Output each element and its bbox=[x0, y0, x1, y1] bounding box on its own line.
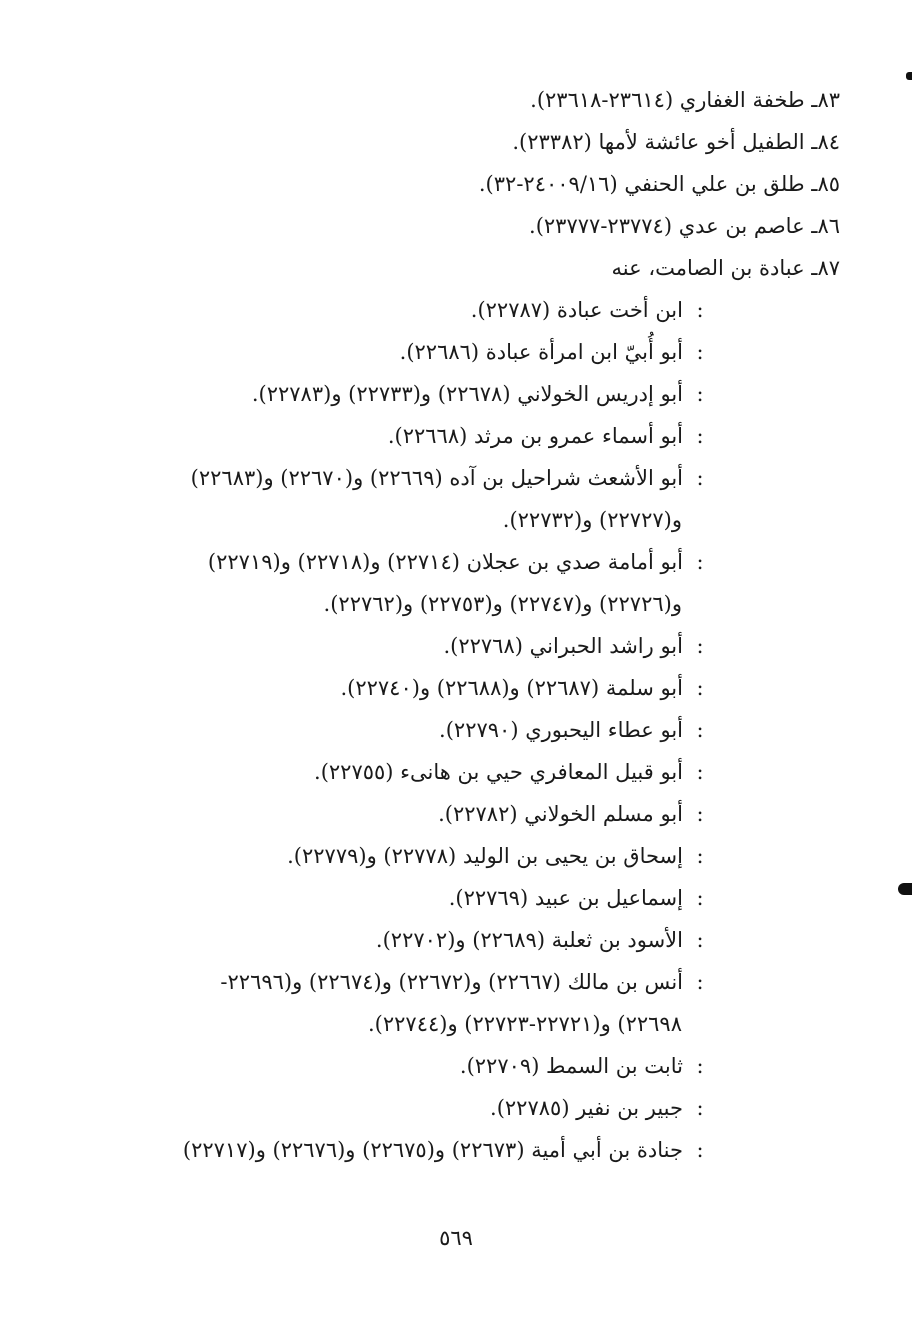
narrator-line: :أبو إدريس الخولاني (٢٢٦٧٨) و(٢٢٧٣٣) و(٢٢٧٨٣). bbox=[251, 382, 704, 406]
narrator-line: :أبو الأشعث شراحيل بن آده (٢٢٦٦٩) و(٢٢٦٧٠) و(٢٢٦٨٣) bbox=[190, 466, 704, 490]
narrator-line: :أبو مسلم الخولاني (٢٢٧٨٢). bbox=[438, 802, 704, 826]
narrator-continuation: ٢٢٦٩٨) و(٢٢٧٢١-٢٢٧٢٣) و(٢٢٧٤٤). bbox=[367, 1012, 682, 1036]
narrator-line: :إسماعيل بن عبيد (٢٢٧٦٩). bbox=[448, 886, 704, 910]
entry-84: ٨٤ـ الطفيل أخو عائشة لأمها (٢٣٣٨٢). bbox=[512, 130, 840, 154]
narrator-line: :إسحاق بن يحيى بن الوليد (٢٢٧٧٨) و(٢٢٧٧٩). bbox=[287, 844, 704, 868]
narrator-line: :جبير بن نفير (٢٢٧٨٥). bbox=[490, 1096, 704, 1120]
narrator-continuation: و(٢٢٧٢٦) و(٢٢٧٤٧) و(٢٢٧٥٣) و(٢٢٧٦٢). bbox=[323, 592, 682, 616]
narrator-line: :الأسود بن ثعلبة (٢٢٦٨٩) و(٢٢٧٠٢). bbox=[375, 928, 704, 952]
narrator-line: :جنادة بن أبي أمية (٢٢٦٧٣) و(٢٢٦٧٥) و(٢٢٦٧٦) و(٢٢٧١٧) bbox=[182, 1138, 704, 1162]
narrator-line: :ثابت بن السمط (٢٢٧٠٩). bbox=[459, 1054, 704, 1078]
narrator-line: :أبو أمامة صدي بن عجلان (٢٢٧١٤) و(٢٢٧١٨) و(٢٢٧١٩) bbox=[207, 550, 704, 574]
narrator-line: :أبو عطاء اليحبوري (٢٢٧٩٠). bbox=[439, 718, 704, 742]
narrator-line: :أبو أُبيّ ابن امرأة عبادة (٢٢٦٨٦). bbox=[399, 340, 704, 364]
narrator-line: :أبو سلمة (٢٢٦٨٧) و(٢٢٦٨٨) و(٢٢٧٤٠). bbox=[340, 676, 704, 700]
page-edge-mark bbox=[906, 72, 912, 80]
entry-85: ٨٥ـ طلق بن علي الحنفي (٢٤٠٠٩/١٦-٣٢). bbox=[478, 172, 840, 196]
entry-86: ٨٦ـ عاصم بن عدي (٢٣٧٧٤-٢٣٧٧٧). bbox=[529, 214, 840, 238]
entry-83: ٨٣ـ طخفة الغفاري (٢٣٦١٤-٢٣٦١٨). bbox=[530, 88, 840, 112]
narrator-line: :ابن أخت عبادة (٢٢٧٨٧). bbox=[470, 298, 704, 322]
page-edge-mark bbox=[898, 883, 912, 895]
narrator-line: :أبو أسماء عمرو بن مرثد (٢٢٦٦٨). bbox=[387, 424, 704, 448]
narrator-line: :أبو قبيل المعافري حيي بن هانىء (٢٢٧٥٥). bbox=[314, 760, 704, 784]
narrator-line: :أبو راشد الحبراني (٢٢٧٦٨). bbox=[443, 634, 704, 658]
page-number: ٥٦٩ bbox=[439, 1226, 473, 1250]
narrator-continuation: و(٢٢٧٢٧) و(٢٢٧٣٢). bbox=[502, 508, 682, 532]
narrator-line: :أنس بن مالك (٢٢٦٦٧) و(٢٢٦٧٢) و(٢٢٦٧٤) و(٢٢٦٩٦- bbox=[220, 970, 704, 994]
entry-87-heading: ٨٧ـ عبادة بن الصامت، عنه bbox=[611, 256, 840, 280]
